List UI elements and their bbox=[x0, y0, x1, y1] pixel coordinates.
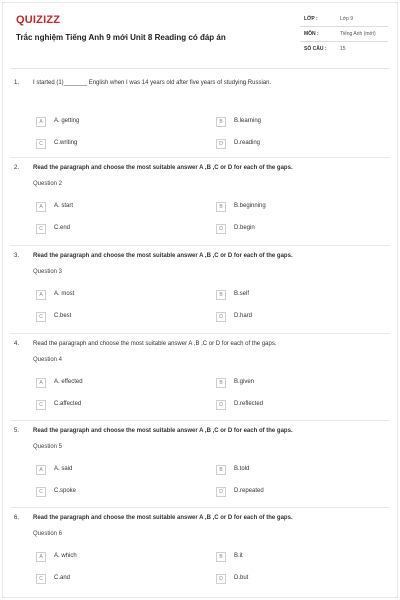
option-text: C.best bbox=[54, 313, 72, 319]
option-letter-box[interactable]: A bbox=[36, 117, 46, 127]
option-letter-box[interactable]: D bbox=[216, 224, 226, 234]
question-subtitle: Question 6 bbox=[33, 531, 63, 537]
option-text: C.writing bbox=[54, 140, 78, 146]
option-letter-box[interactable]: A bbox=[36, 465, 46, 475]
question-text: Read the paragraph and choose the most suitable answer A ,B ,C or D for each of the gaps. bbox=[33, 341, 277, 347]
question-subtitle: Question 2 bbox=[33, 181, 63, 187]
question-number: 2. bbox=[14, 165, 20, 171]
question-number: 3. bbox=[14, 253, 20, 259]
option-text: A. effected bbox=[54, 379, 83, 385]
option-text: A. most bbox=[54, 291, 75, 297]
option-letter-box[interactable]: A bbox=[36, 378, 46, 388]
worksheet-header bbox=[0, 0, 400, 70]
question-divider bbox=[10, 157, 390, 158]
quizizz-logo[interactable]: QUIZIZZ bbox=[16, 14, 61, 26]
meta-value: Lớp 9 bbox=[340, 16, 354, 22]
option-text: B.self bbox=[234, 291, 250, 297]
meta-row-count bbox=[300, 42, 388, 56]
option-text: D.but bbox=[234, 575, 249, 581]
option-letter-box[interactable]: B bbox=[216, 117, 226, 127]
meta-row-subject bbox=[300, 27, 388, 42]
option-text: C.spoke bbox=[54, 488, 77, 494]
option-text: A. which bbox=[54, 553, 77, 559]
option-text: A. said bbox=[54, 466, 73, 472]
option-letter-box[interactable]: B bbox=[216, 552, 226, 562]
question-text: Read the paragraph and choose the most suitable answer A ,B ,C or D for each of the gaps. bbox=[33, 253, 293, 259]
option-text: D.hard bbox=[234, 313, 253, 319]
option-letter-box[interactable]: B bbox=[216, 378, 226, 388]
option-text: B.it bbox=[234, 553, 243, 559]
option-text: D.reflected bbox=[234, 401, 264, 407]
meta-box bbox=[300, 12, 388, 56]
question-text: Read the paragraph and choose the most suitable answer A ,B ,C or D for each of the gaps. bbox=[33, 515, 293, 521]
option-text: B.learning bbox=[234, 118, 262, 124]
meta-label: SỐ CÂU : bbox=[304, 46, 327, 52]
option-letter-box[interactable]: B bbox=[216, 202, 226, 212]
option-letter-box[interactable]: A bbox=[36, 202, 46, 212]
question-number: 4. bbox=[14, 341, 20, 347]
option-letter-box[interactable]: C bbox=[36, 574, 46, 584]
option-text: A. start bbox=[54, 203, 74, 209]
option-letter-box[interactable]: C bbox=[36, 139, 46, 149]
option-letter-box[interactable]: D bbox=[216, 312, 226, 322]
option-text: D.reading bbox=[234, 140, 261, 146]
meta-label: MÔN : bbox=[304, 31, 319, 37]
question-number: 5. bbox=[14, 428, 20, 434]
meta-value: 15 bbox=[340, 46, 346, 52]
option-text: C.end bbox=[54, 225, 71, 231]
question-divider bbox=[10, 245, 390, 246]
option-letter-box[interactable]: C bbox=[36, 400, 46, 410]
question-subtitle: Question 3 bbox=[33, 269, 63, 275]
option-letter-box[interactable]: D bbox=[216, 139, 226, 149]
option-text: D.repeated bbox=[234, 488, 264, 494]
option-text: B.told bbox=[234, 466, 250, 472]
option-text: C.and bbox=[54, 575, 71, 581]
option-letter-box[interactable]: B bbox=[216, 290, 226, 300]
meta-label: LỚP : bbox=[304, 16, 318, 22]
option-letter-box[interactable]: D bbox=[216, 400, 226, 410]
option-letter-box[interactable]: C bbox=[36, 487, 46, 497]
option-letter-box[interactable]: D bbox=[216, 574, 226, 584]
question-text: I started (1)_______ English when I was 14 years old after five years of studying Russian. bbox=[33, 80, 272, 86]
worksheet-title: Trắc nghiệm Tiếng Anh 9 mới Unit 8 Reading có đáp án bbox=[16, 33, 226, 42]
option-letter-box[interactable]: D bbox=[216, 487, 226, 497]
meta-row-class bbox=[300, 12, 388, 27]
question-text: Read the paragraph and choose the most suitable answer A ,B ,C or D for each of the gaps. bbox=[33, 165, 293, 171]
option-letter-box[interactable]: A bbox=[36, 552, 46, 562]
option-text: A. getting bbox=[54, 118, 80, 124]
question-divider bbox=[10, 333, 390, 334]
question-divider bbox=[10, 420, 390, 421]
option-letter-box[interactable]: B bbox=[216, 465, 226, 475]
option-text: C.affected bbox=[54, 401, 82, 407]
option-letter-box[interactable]: C bbox=[36, 224, 46, 234]
question-text: Read the paragraph and choose the most suitable answer A ,B ,C or D for each of the gaps. bbox=[33, 428, 293, 434]
option-text: B.beginning bbox=[234, 203, 266, 209]
question-divider bbox=[10, 507, 390, 508]
question-subtitle: Question 5 bbox=[33, 444, 63, 450]
option-text: D.begin bbox=[234, 225, 255, 231]
option-letter-box[interactable]: C bbox=[36, 312, 46, 322]
question-subtitle: Question 4 bbox=[33, 357, 63, 363]
option-text: B.given bbox=[234, 379, 255, 385]
meta-value: Tiếng Anh (mới) bbox=[340, 31, 376, 37]
question-number: 6. bbox=[14, 515, 20, 521]
header-divider bbox=[10, 68, 390, 69]
page-border bbox=[2, 2, 398, 598]
option-letter-box[interactable]: A bbox=[36, 290, 46, 300]
question-number: 1. bbox=[14, 80, 20, 86]
